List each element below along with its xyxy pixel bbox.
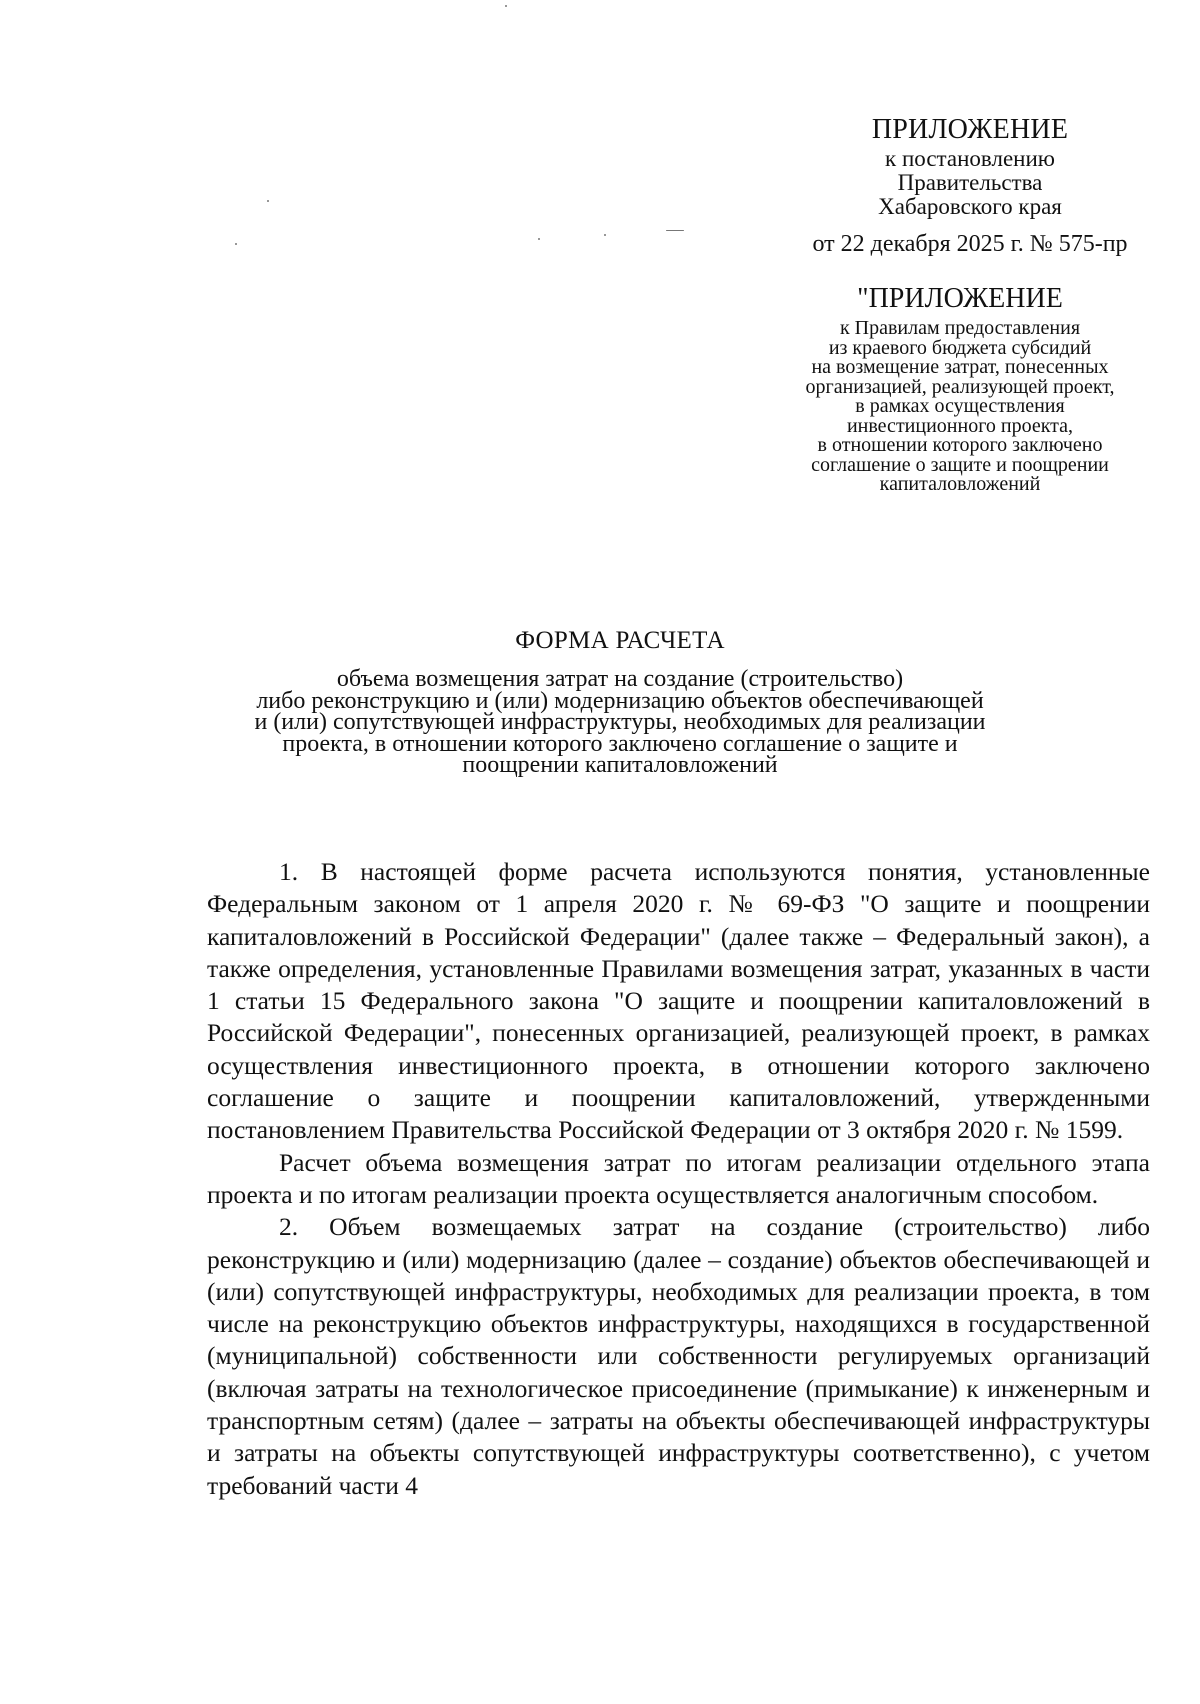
appendix-to-resolution: к постановлению (885, 146, 1055, 171)
form-subtitle-line: и (или) сопутствующей инфраструктуры, необходимых для реализации (254, 709, 986, 735)
scan-speck (604, 234, 606, 236)
appendix-rules-line: в отношении которого заключено (817, 434, 1103, 456)
appendix-rules-line: организацией, реализующей проект, (805, 375, 1115, 398)
appendix-rules-line: на возмещение затрат, понесенных (811, 356, 1109, 378)
form-title-block (180, 625, 1060, 777)
appendix-title: ПРИЛОЖЕНИЕ (871, 114, 1069, 145)
scan-speck (235, 243, 237, 245)
appendix-date-number: от 22 декабря 2025 г. № 575-пр (812, 231, 1128, 257)
appendix-rules-line: к Правилам предоставления (839, 317, 1081, 339)
appendix-rules-title: "ПРИЛОЖЕНИЕ (857, 283, 1063, 314)
form-title: ФОРМА РАСЧЕТА (515, 627, 725, 654)
form-subtitle-line: объема возмещения затрат на создание (строительство) (336, 666, 904, 692)
appendix-rules-line: капиталовложений (879, 473, 1041, 495)
form-subtitle-line: проекта, в отношении которого заключено соглашение о защите и (282, 730, 958, 757)
body-paragraph: 2. Объем возмещаемых затрат на создание (строительство) либо реконструкцию и (или) модернизацию (далее – создание) объектов обеспечивающей и (или) сопутствующей инфраструктуры, необходимых для реализации проекта, в том числе на реконструкцию объектов инфраструктуры, находящихся в государственной (муниципальной) собственности или собственности регулируемых организаций (включая затраты на технологическое присоединение (примыкание) к инженерным и транспортным сетям) (далее – затраты на объекты обеспечивающей инфраструктуры и затраты на объекты сопутствующей инфраструктуры соответственно), с учетом требований части 4 (207, 1212, 1150, 1500)
appendix-header (750, 113, 1190, 259)
appendix-rules-line: инвестиционного проекта, (846, 414, 1074, 437)
appendix-rules-line: из краевого бюджета субсидий (828, 336, 1092, 359)
appendix-rules-line: в рамках осуществления (855, 395, 1065, 417)
document-body (207, 856, 1150, 1502)
appendix-rules-header (730, 283, 1190, 495)
appendix-rules-line: соглашение о защите и поощрении (811, 453, 1109, 476)
scan-speck (538, 238, 540, 240)
form-subtitle-line: либо реконструкцию и (или) модернизацию объектов обеспечивающей (256, 687, 984, 714)
form-subtitle-line: поощрении капиталовложений (462, 752, 778, 778)
scan-speck (267, 200, 269, 202)
scan-speck (505, 5, 507, 7)
body-paragraph: Расчет объема возмещения затрат по итогам реализации отдельного этапа проекта и по итогам реализации проекта осуществляется аналогичным способом. (207, 1147, 1150, 1209)
body-paragraph: 1. В настоящей форме расчета используются понятия, установленные Федеральным законом от 1 апреля 2020 г. № 69-ФЗ "О защите и поощрении капиталовложений в Российской Федерации" (далее также – Федеральный закон), а также определения, установленные Правилами возмещения затрат, указанных в части 1 статьи 15 Федерального закона "О защите и поощрении капиталовложений в Российской Федерации", понесенных организацией, реализующей проект, в рамках осуществления инвестиционного проекта, в отношении которого заключено соглашение о защите и поощрении капиталовложений, утвержденными постановлением Правительства Российской Федерации от 3 октября 2020 г. № 1599. (207, 857, 1150, 1145)
appendix-government: Правительства (897, 170, 1043, 195)
appendix-region: Хабаровского края (878, 194, 1062, 219)
scan-speck (666, 230, 684, 231)
